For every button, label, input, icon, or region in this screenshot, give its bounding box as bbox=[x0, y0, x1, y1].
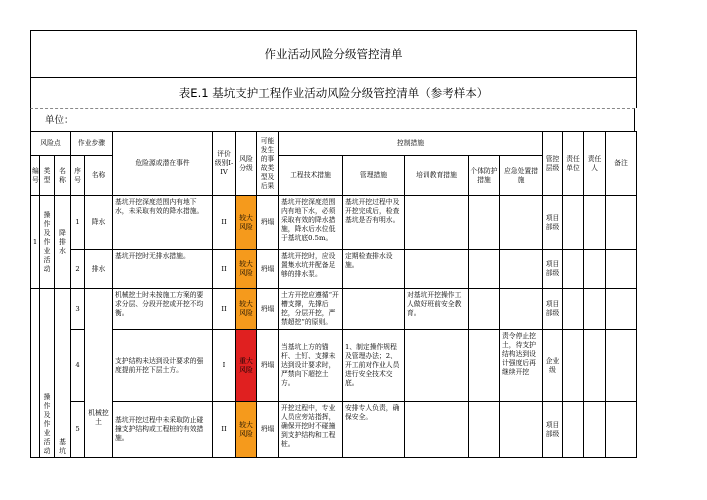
row-person bbox=[584, 289, 606, 330]
row-eval: II bbox=[213, 196, 236, 250]
row-risk: 较大风险 bbox=[236, 250, 257, 289]
row-hazard: 基坑开挖过程中未采取防止碰撞支护结构或工程桩的有效措施。 bbox=[113, 402, 213, 458]
row-accident: 坍塌 bbox=[257, 402, 279, 458]
row-ppe bbox=[469, 402, 500, 458]
row-ppe bbox=[469, 250, 500, 289]
row-eval: II bbox=[213, 250, 236, 289]
machine-dig-label: 机械挖土 bbox=[85, 289, 113, 458]
row-person bbox=[584, 250, 606, 289]
row-engineering: 土方开挖应遵循“开槽支撑，先撑后挖，分层开挖，严禁超挖”的原则。 bbox=[279, 289, 343, 330]
row-hazard: 基坑开挖深度范围内有地下水，未采取有效的降水措施。 bbox=[113, 196, 213, 250]
row-seq: 2 bbox=[71, 250, 85, 289]
row-hazard: 支护结构未达到设计要求的强度提前开挖下层土方。 bbox=[113, 330, 213, 402]
group-name: 基坑 bbox=[55, 289, 71, 458]
row-engineering: 当基坑上方的锚杆、土钉、支撑未达到设计要求时，严禁向下超挖土方。 bbox=[279, 330, 343, 402]
header-control-level: 管控层级 bbox=[543, 132, 563, 196]
header-engineering: 工程技术措施 bbox=[279, 156, 343, 196]
group-no: 1 bbox=[31, 196, 40, 289]
header-risk-point: 风险点 bbox=[31, 132, 71, 156]
row-ppe bbox=[469, 196, 500, 250]
row-step: 降水 bbox=[85, 196, 113, 250]
row-engineering: 开挖过程中，专业人员应旁站指挥，确保开挖时不碰撞到支护结构和工程桩。 bbox=[279, 402, 343, 458]
row-person bbox=[584, 196, 606, 250]
row-person bbox=[584, 330, 606, 402]
header-seq: 序号 bbox=[71, 156, 85, 196]
header-training: 培训教育措施 bbox=[405, 156, 469, 196]
table-row bbox=[31, 289, 637, 330]
row-risk: 较大风险 bbox=[236, 402, 257, 458]
row-seq: 3 bbox=[71, 289, 85, 330]
header-type: 类型 bbox=[40, 156, 55, 196]
table-row bbox=[31, 402, 637, 458]
header-resp-unit: 责任单位 bbox=[563, 132, 584, 196]
group-no-empty bbox=[31, 289, 40, 458]
row-emergency bbox=[500, 196, 543, 250]
header-accident-type: 可能发生的事故类型及后果 bbox=[257, 132, 279, 196]
risk-control-table bbox=[30, 131, 637, 458]
row-hazard: 机械挖土时未按施工方案的要求分层、分段开挖或开挖不均衡。 bbox=[113, 289, 213, 330]
row-remarks bbox=[606, 402, 637, 458]
header-operation-steps: 作业步骤 bbox=[71, 132, 113, 156]
row-risk: 重大风险 bbox=[236, 330, 257, 402]
header-name: 名称 bbox=[55, 156, 71, 196]
table-row bbox=[31, 330, 637, 402]
row-ppe bbox=[469, 330, 500, 402]
row-person bbox=[584, 402, 606, 458]
table-subtitle: 表E.1 基坑支护工程作业活动风险分级管控清单（参考样本） bbox=[30, 77, 637, 108]
row-training bbox=[405, 330, 469, 402]
row-eval: II bbox=[213, 289, 236, 330]
row-training bbox=[405, 402, 469, 458]
row-step: 排水 bbox=[85, 250, 113, 289]
row-engineering: 基坑开挖深度范围内有地下水，必须采取有效的降水措施，降水后水位低于基坑底0.5m。 bbox=[279, 196, 343, 250]
row-seq: 1 bbox=[71, 196, 85, 250]
row-eval: I bbox=[213, 330, 236, 402]
row-remarks bbox=[606, 196, 637, 250]
row-management: 基坑开挖过程中及开挖完成后，检查基坑是否有明水。 bbox=[343, 196, 405, 250]
row-seq: 4 bbox=[71, 330, 85, 402]
row-emergency bbox=[500, 402, 543, 458]
header-resp-person: 责任人 bbox=[584, 132, 606, 196]
header-management: 管理措施 bbox=[343, 156, 405, 196]
header-hazard: 危险源或潜在事件 bbox=[113, 132, 213, 196]
row-level: 项目部级 bbox=[543, 196, 563, 250]
row-risk: 较大风险 bbox=[236, 196, 257, 250]
row-emergency: 责令停止挖土，待支护结构达到设计强度后再继续开挖 bbox=[500, 330, 543, 402]
row-emergency bbox=[500, 250, 543, 289]
row-accident: 坍塌 bbox=[257, 289, 279, 330]
header-risk-level: 风险分级 bbox=[236, 132, 257, 196]
row-seq: 5 bbox=[71, 402, 85, 458]
header-remarks: 备注 bbox=[606, 132, 637, 196]
group-type: 操作及作业活动 bbox=[40, 289, 55, 458]
unit-label: 单位： bbox=[30, 108, 635, 131]
header-control-measures: 控制措施 bbox=[279, 132, 543, 156]
row-training bbox=[405, 250, 469, 289]
table-row bbox=[31, 250, 637, 289]
row-management bbox=[343, 289, 405, 330]
row-eval: II bbox=[213, 402, 236, 458]
row-remarks bbox=[606, 250, 637, 289]
row-remarks bbox=[606, 330, 637, 402]
row-ppe bbox=[469, 289, 500, 330]
document-title: 作业活动风险分级管控清单 bbox=[30, 30, 637, 77]
row-level: 项目部级 bbox=[543, 402, 563, 458]
header-emergency: 应急处置措施 bbox=[500, 156, 543, 196]
row-accident: 坍塌 bbox=[257, 330, 279, 402]
row-unit bbox=[563, 289, 584, 330]
header-no: 编号 bbox=[31, 156, 40, 196]
row-risk: 较大风险 bbox=[236, 289, 257, 330]
row-management: 安排专人负责，确保安全。 bbox=[343, 402, 405, 458]
row-management: 1、制定操作规程及管理办法；2、开工前对作业人员进行安全技术交底。 bbox=[343, 330, 405, 402]
row-management: 定期检查排水设施。 bbox=[343, 250, 405, 289]
row-level: 项目部级 bbox=[543, 250, 563, 289]
header-step-name: 名称 bbox=[85, 156, 113, 196]
header-eval-level: 评价级别I-IV bbox=[213, 132, 236, 196]
spreadsheet-sheet bbox=[30, 30, 636, 455]
row-level: 企业级 bbox=[543, 330, 563, 402]
header-ppe: 个体防护措施 bbox=[469, 156, 500, 196]
row-level: 项目部级 bbox=[543, 289, 563, 330]
row-remarks bbox=[606, 289, 637, 330]
row-unit bbox=[563, 196, 584, 250]
row-emergency bbox=[500, 289, 543, 330]
table-row bbox=[31, 196, 637, 250]
row-hazard: 基坑开挖时无排水措施。 bbox=[113, 250, 213, 289]
row-accident: 坍塌 bbox=[257, 196, 279, 250]
row-engineering: 基坑开挖时，应设置集水坑并配备足够的排水泵。 bbox=[279, 250, 343, 289]
row-training: 对基坑开挖操作工人做好班前安全教育。 bbox=[405, 289, 469, 330]
row-unit bbox=[563, 330, 584, 402]
group-name: 降排水 bbox=[55, 196, 71, 289]
row-accident: 坍塌 bbox=[257, 250, 279, 289]
row-unit bbox=[563, 402, 584, 458]
group-type: 操作及作业活动 bbox=[40, 196, 55, 289]
row-training bbox=[405, 196, 469, 250]
row-unit bbox=[563, 250, 584, 289]
